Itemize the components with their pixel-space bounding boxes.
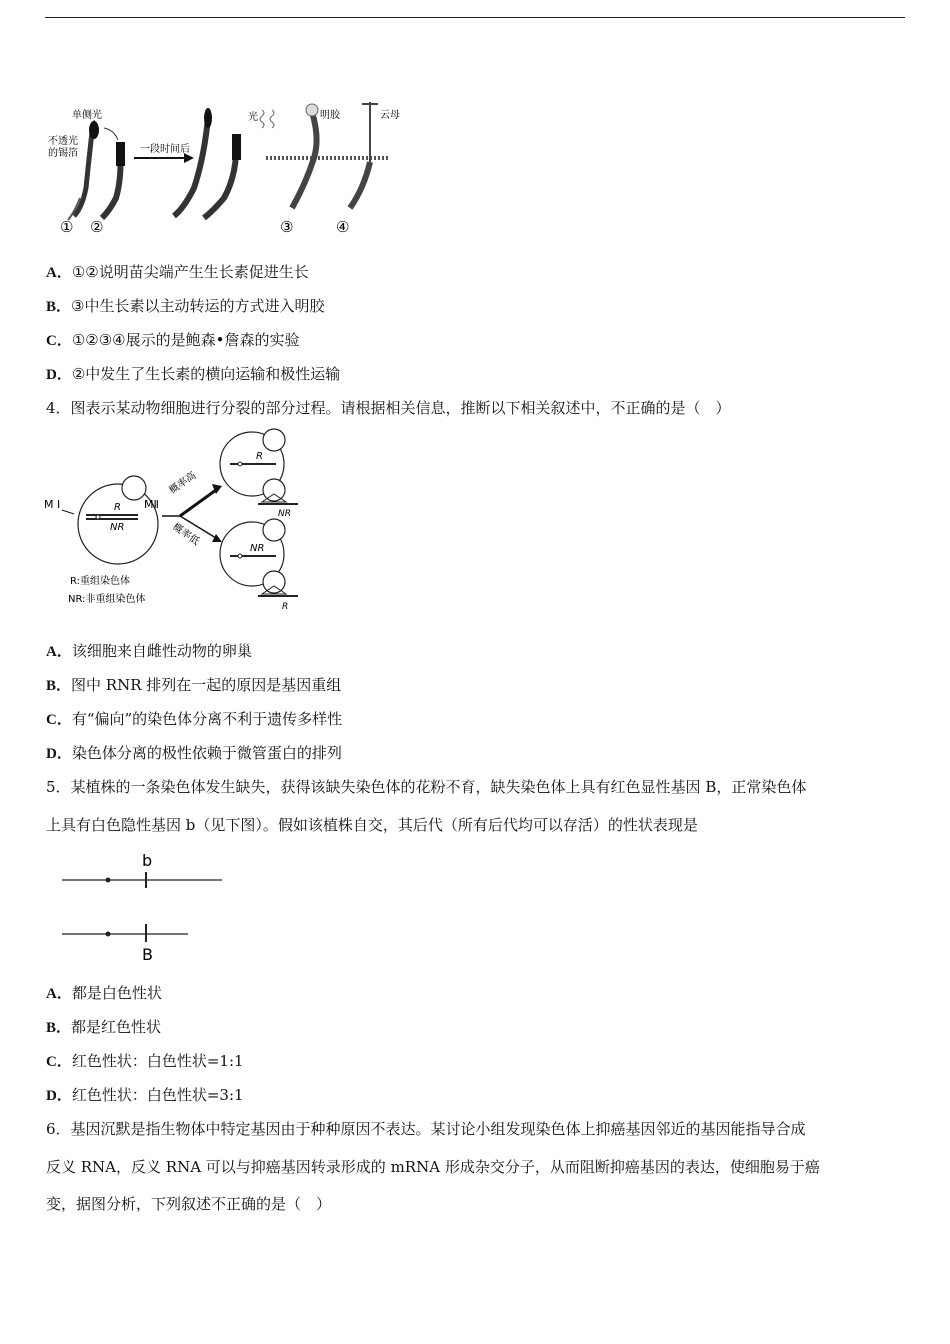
num-2: ② (90, 218, 104, 236)
label-nr-top: NR (278, 509, 291, 519)
q4-option-d: D．染色体分离的极性依赖于微管蛋白的排列 (46, 744, 342, 762)
gene-B-label: B (142, 945, 153, 964)
q3-option-a: A．①②说明苗尖端产生生长素促进生长 (46, 263, 309, 281)
q5-option-c: C．红色性状：白色性状=1:1 (46, 1052, 244, 1070)
label-foil-1: 不透光 (48, 136, 78, 147)
label-r-bottom: R (282, 602, 289, 612)
legend-nr: NR:非重组染色体 (68, 594, 146, 605)
label-after-time: 一段时间后 (140, 144, 190, 155)
q5-option-b: B．都是红色性状 (46, 1018, 162, 1036)
q6-stem-line-2: 反义 RNA，反义 RNA 可以与抑癌基因转录形成的 mRNA 形成杂交分子，从而阻断抑癌基因的表达，使细胞易于癌 (46, 1158, 820, 1176)
num-4: ④ (336, 218, 350, 236)
num-1: ① (60, 218, 74, 236)
label-nr-bottom: NR (250, 543, 265, 554)
label-foil-2: 的锡箔 (48, 148, 78, 159)
q5-option-a: A．都是白色性状 (46, 984, 162, 1002)
label-mii: MⅡ (144, 498, 159, 511)
q4-option-b: B．图中 RNR 排列在一起的原因是基因重组 (46, 676, 342, 694)
q3-option-d: D．②中发生了生长素的横向运输和极性运输 (46, 365, 341, 383)
header-rule (45, 17, 905, 18)
chromosome-figure (58, 848, 228, 964)
label-r-center: R (114, 502, 121, 513)
legend-r: R:重组染色体 (70, 576, 131, 587)
label-r-top: R (256, 451, 263, 462)
label-mi: M Ⅰ (44, 498, 61, 511)
q5-stem-line-1: 5．某植株的一条染色体发生缺失，获得该缺失染色体的花粉不育，缺失染色体上具有红色显性基因 B，正常染色体 (46, 778, 807, 796)
label-prob-low: 概率低 (170, 521, 202, 548)
label-light: 光 (248, 112, 258, 123)
label-single-light: 单侧光 (72, 110, 102, 121)
q6-stem-line-1: 6．基因沉默是指生物体中特定基因由于种种原因不表达。某讨论小组发现染色体上抑癌基因邻近的基因能指导合成 (46, 1120, 806, 1138)
label-nr-center: NR (110, 522, 125, 533)
q4-stem: 4．图表示某动物细胞进行分裂的部分过程。请根据相关信息，推断以下相关叙述中，不正确的是（ ） (46, 399, 731, 417)
q4-option-c: C．有“偏向”的染色体分离不利于遗传多样性 (46, 710, 343, 728)
coleoptile-figure (44, 98, 414, 238)
label-prob-high: 概率高 (167, 470, 199, 497)
q5-stem-line-2: 上具有白色隐性基因 b（见下图）。假如该植株自交，其后代（所有后代均可以存活）的性状表现是 (46, 816, 698, 834)
q6-stem-line-3: 变，据图分析，下列叙述不正确的是（ ） (46, 1195, 332, 1213)
label-gelatin: 明胶 (320, 110, 340, 121)
q3-option-b: B．③中生长素以主动转运的方式进入明胶 (46, 297, 325, 315)
q4-option-a: A．该细胞来自雌性动物的卵巢 (46, 642, 252, 660)
q5-option-d: D．红色性状：白色性状=3:1 (46, 1086, 244, 1104)
label-mica: 云母 (380, 110, 400, 121)
cell-division-figure (44, 424, 306, 616)
q3-option-c: C．①②③④展示的是鲍森•詹森的实验 (46, 331, 300, 349)
num-3: ③ (280, 218, 294, 236)
gene-b-label: b (142, 851, 153, 870)
